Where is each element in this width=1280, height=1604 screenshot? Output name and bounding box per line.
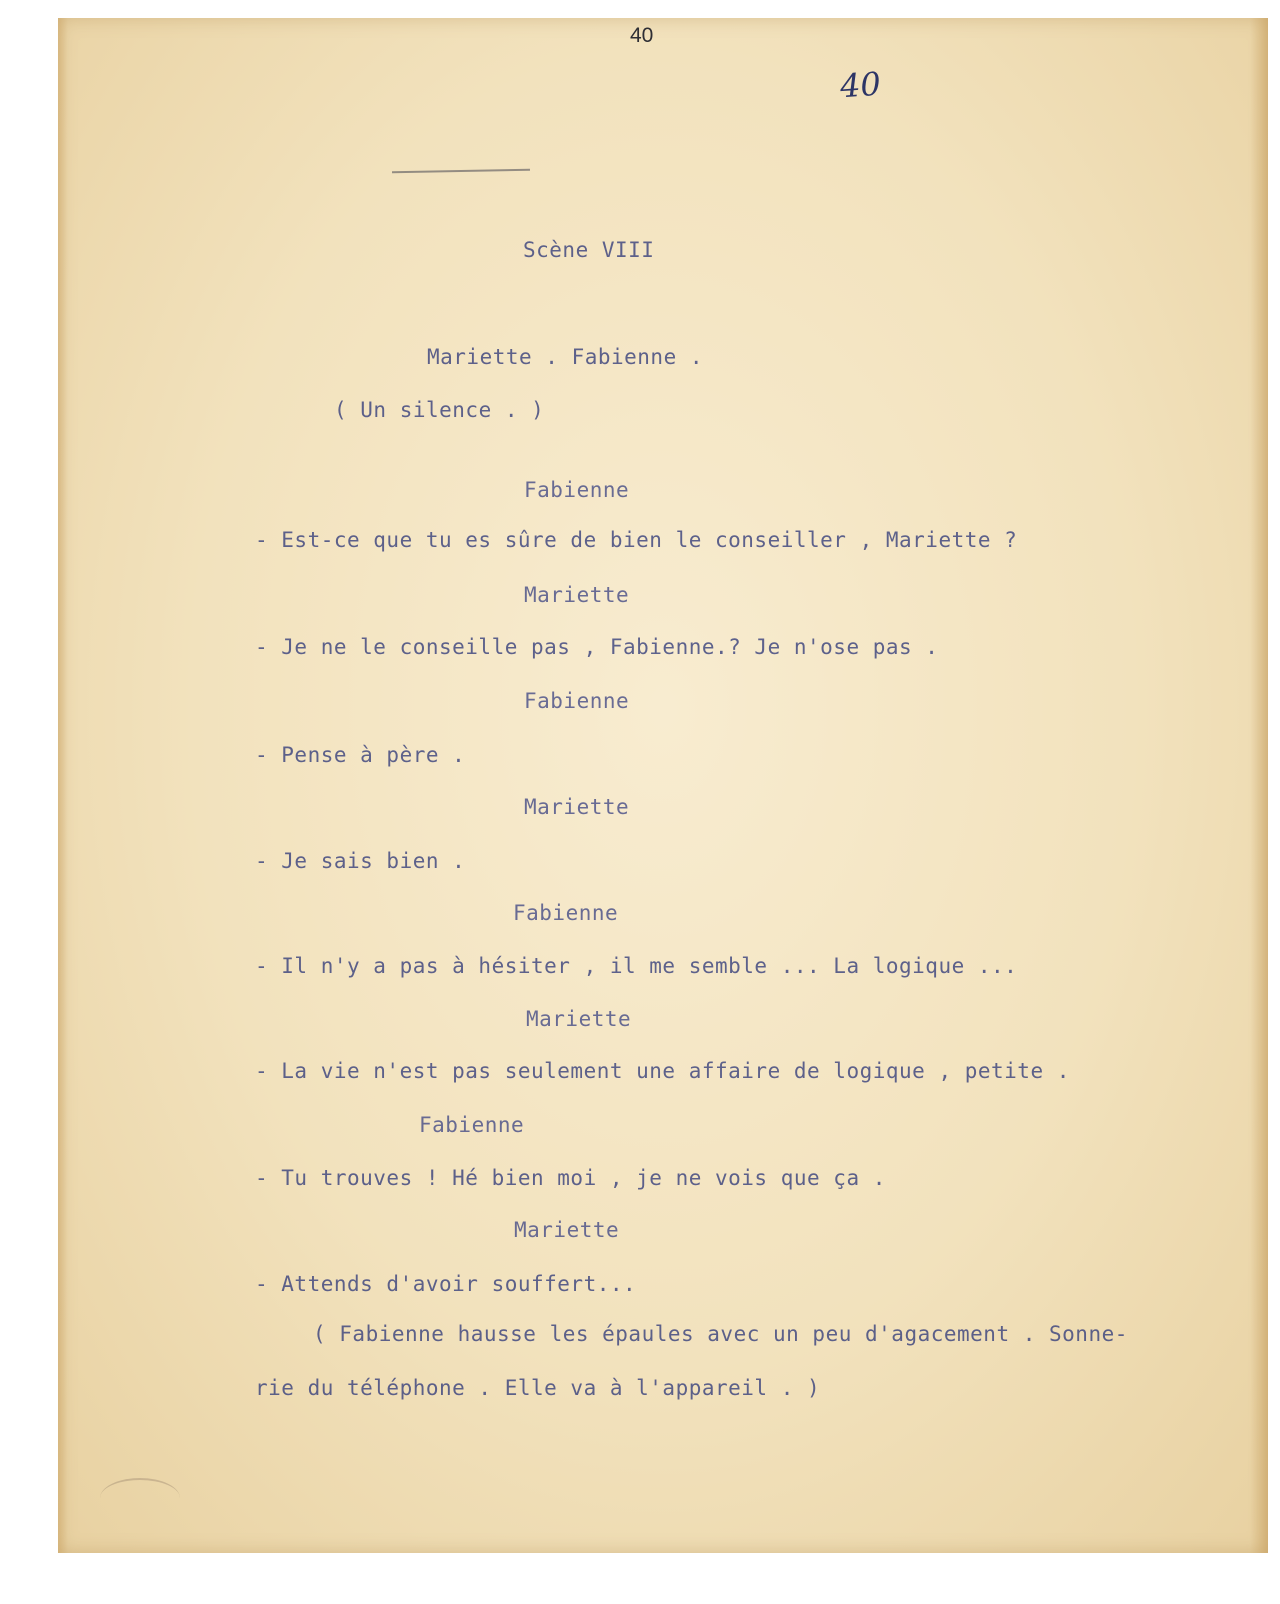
speaker-name: Mariette — [526, 1007, 632, 1031]
paper-edge-left — [58, 18, 68, 1553]
page-number: 40 — [630, 24, 654, 47]
speaker-name: Fabienne — [513, 901, 619, 925]
paper-stain — [100, 1478, 180, 1518]
speaker-name: Mariette — [524, 583, 630, 607]
scene-characters: Mariette . Fabienne . — [427, 345, 704, 369]
dialogue-line: - Est-ce que tu es sûre de bien le conseiller , Mariette ? — [255, 528, 1018, 552]
dialogue-line: - Je ne le conseille pas , Fabienne.? Je n'ose pas . — [255, 635, 939, 659]
dialogue-line: - Attends d'avoir souffert... — [255, 1272, 637, 1296]
dialogue-line: - Je sais bien . — [255, 849, 466, 873]
speaker-name: Mariette — [524, 795, 630, 819]
dialogue-line: - Pense à père . — [255, 743, 466, 767]
scene-title: Scène VIII — [523, 238, 655, 262]
stage-direction-closing: ( Fabienne hausse les épaules avec un peu d'agacement . Sonne- — [313, 1322, 1128, 1346]
dialogue-line: - La vie n'est pas seulement une affaire de logique , petite . — [255, 1059, 1070, 1083]
speaker-name: Mariette — [514, 1218, 620, 1242]
paper-edge-right — [1250, 18, 1268, 1553]
speaker-name: Fabienne — [419, 1113, 525, 1137]
dialogue-line: - Il n'y a pas à hésiter , il me semble ... La logique ... — [255, 954, 1018, 978]
speaker-name: Fabienne — [524, 689, 630, 713]
speaker-name: Fabienne — [524, 478, 630, 502]
stage-direction-closing-continued: rie du téléphone . Elle va à l'appareil . ) — [255, 1376, 821, 1400]
stage-direction-opening: ( Un silence . ) — [334, 398, 545, 422]
dialogue-line: - Tu trouves ! Hé bien moi , je ne vois que ça . — [255, 1166, 886, 1190]
handwritten-page-number: 40 — [838, 64, 882, 106]
